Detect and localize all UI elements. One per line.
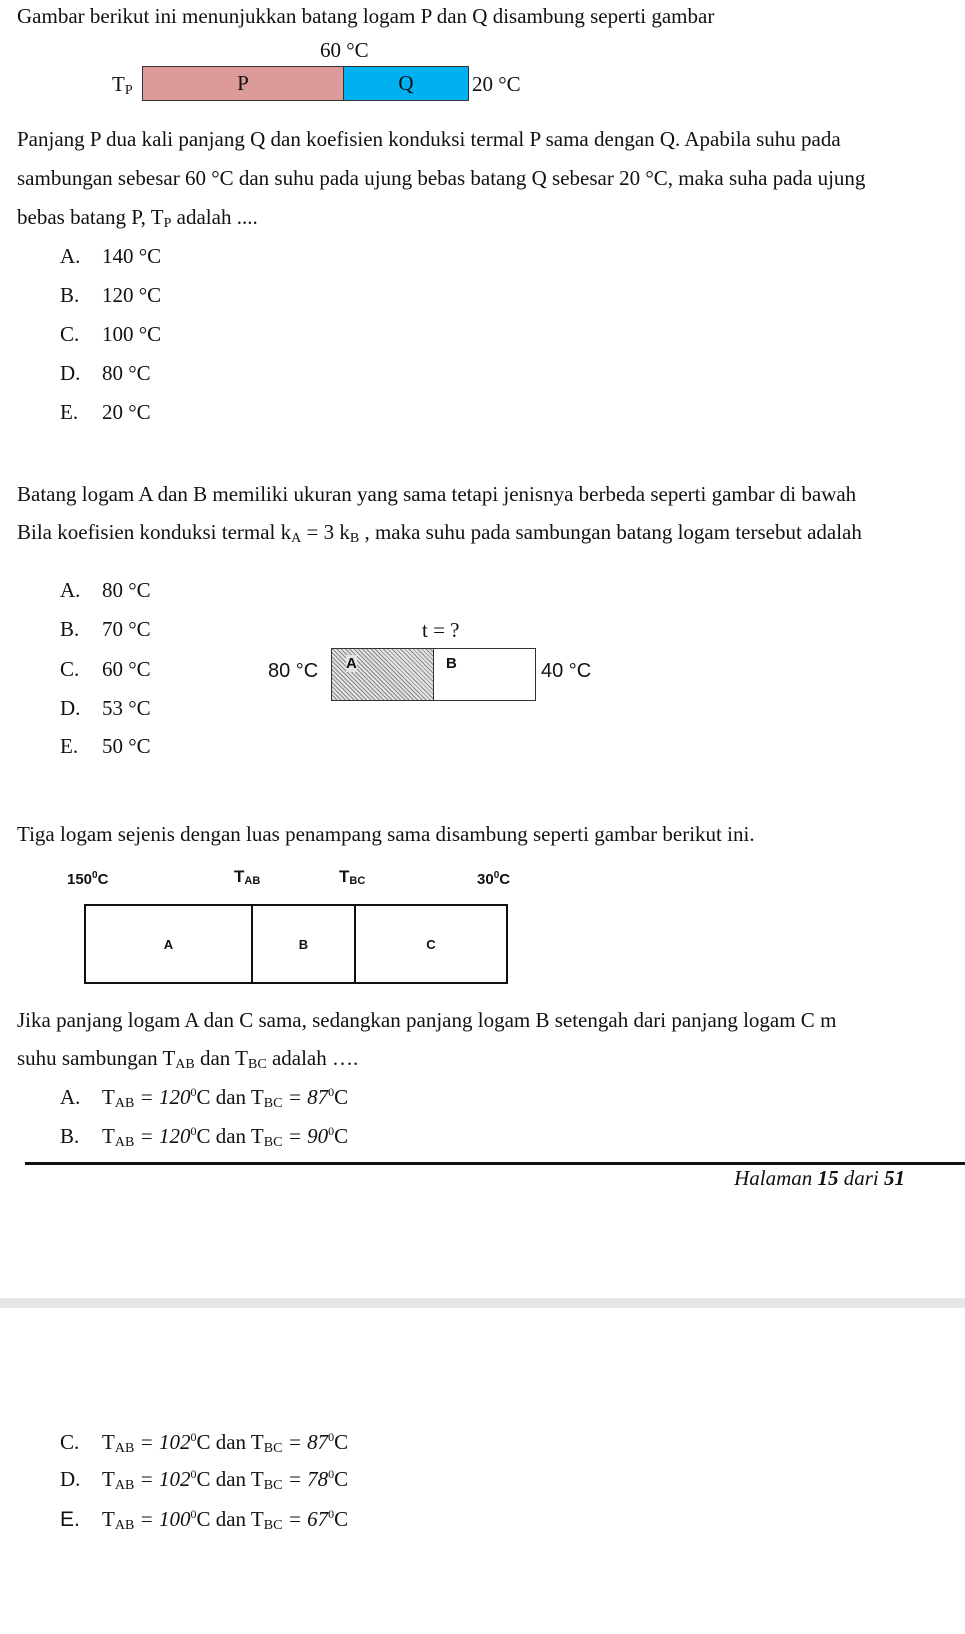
q1-option-b[interactable]: B. 120 °C [60,283,162,307]
q1-option-a[interactable]: A. 140 °C [60,244,162,268]
q3-line1: Jika panjang logam A dan C sama, sedangkan panjang logam B setengah dari panjang logam C m [17,1008,837,1032]
q2-option-e[interactable]: E. 50 °C [60,734,151,758]
q3-option-d[interactable]: D. $T_{AB} = 102^0C$ dan $T_{BC} = 78^0C$ [60,1467,349,1493]
q2-right-temp: 40 °C [541,660,592,682]
q1-bar-p: P [142,66,344,101]
q1-option-d[interactable]: D. 80 °C [60,361,151,385]
q1-junction-temp: 60 °C [320,38,369,62]
q2-line2: Bila koefisien konduksi termal $k_A = 3$ $k_B$ , maka suhu pada sambungan batang logam tersebut adalah [17,520,862,546]
q1-line2: sambungan sebesar 60 °C dan suhu pada ujung bebas batang Q sebesar 20 °C, maka suha pada ujung [17,166,866,190]
q1-intro: Gambar berikut ini menunjukkan batang logam P dan Q disambung seperti gambar [17,4,715,28]
page-break [0,1298,965,1308]
q2-bar-b: B [433,648,536,701]
q1-left-label: $T_P$ [112,72,133,98]
q1-bar-q: Q [343,66,469,101]
q2-option-c[interactable]: C. 60 °C [60,657,151,681]
q2-bar-a: A [331,648,434,701]
q2-left-temp: 80 °C [268,660,319,682]
q3-option-e[interactable]: E. $T_{AB} = 100^0C$ dan $T_{BC} = 67^0C$ [60,1507,349,1533]
q3-line2: suhu sambungan $T_{AB}$ dan $T_{BC}$ adalah …. [17,1046,359,1072]
q2-line1: Batang logam A dan B memiliki ukuran yang sama tetapi jenisnya berbeda seperti gambar di bawah [17,482,857,506]
q3-intro: Tiga logam sejenis dengan luas penampang sama disambung seperti gambar berikut ini. [17,822,755,846]
q3-bar-b: B [251,904,356,984]
q3-bar-a: A [84,904,253,984]
q3-option-b[interactable]: B. $T_{AB} = 120^0C$ dan $T_{BC} = 90^0C$ [60,1124,349,1150]
q3-right-temp: $30^0C$ [477,870,511,888]
q3-option-c[interactable]: C. $T_{AB} = 102^0C$ dan $T_{BC} = 87^0C$ [60,1430,349,1456]
q3-tbc-label: $T_{BC}$ [339,867,366,887]
q2-option-d[interactable]: D. 53 °C [60,696,151,720]
q1-right-temp: 20 °C [472,72,521,96]
q1-option-e[interactable]: E. 20 °C [60,400,151,424]
footer-rule [25,1162,965,1165]
q2-option-a[interactable]: A. 80 °C [60,578,151,602]
q2-option-b[interactable]: B. 70 °C [60,617,151,641]
q3-tab-label: $T_{AB}$ [234,867,261,887]
q3-option-a[interactable]: A. $T_{AB} = 120^0C$ dan $T_{BC} = 87^0C$ [60,1085,349,1111]
q2-t-label: t = ? [422,618,460,642]
page-number: Halaman 15 dari 51 [734,1166,905,1190]
q1-line3: bebas batang P, $T_P$ adalah .... [17,205,258,231]
q3-bar-c: C [354,904,508,984]
q1-line1: Panjang P dua kali panjang Q dan koefisien konduksi termal P sama dengan Q. Apabila suhu pada [17,127,841,151]
q3-left-temp: $150^0C$ [67,870,109,888]
q1-option-c[interactable]: C. 100 °C [60,322,162,346]
